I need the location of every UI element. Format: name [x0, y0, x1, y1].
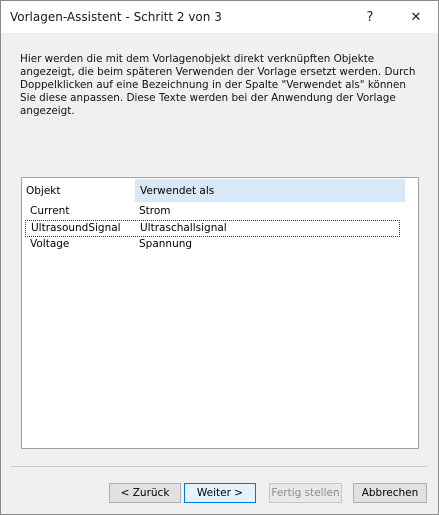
cell-objekt: Voltage	[30, 238, 70, 250]
back-button[interactable]: < Zurück	[109, 483, 181, 503]
cell-objekt: Current	[30, 205, 70, 217]
cell-verwendet-als[interactable]: Ultraschallsignal	[140, 222, 227, 234]
template-objects-list[interactable]	[21, 177, 419, 449]
cancel-button[interactable]: Abbrechen	[353, 483, 427, 503]
cell-objekt: UltrasoundSignal	[31, 222, 121, 234]
close-icon: ✕	[410, 9, 422, 25]
help-button[interactable]	[348, 1, 392, 33]
finish-button[interactable]: Fertig stellen	[269, 483, 342, 503]
list-header	[22, 178, 418, 202]
column-header-verwendet-als[interactable]: Verwendet als	[135, 179, 405, 202]
button-separator	[11, 466, 427, 467]
table-row[interactable]	[25, 204, 400, 219]
table-row[interactable]	[25, 237, 400, 252]
description-text: Hier werden die mit dem Vorlagenobjekt direkt verknüpften Objekte angezeigt, die beim späteren Verwenden der Vorlage ersetzt werden. Durch Doppelklicken auf eine Bezeichnung in der Spalte "Verwendet als" können Sie diese anpassen. Diese Texte werden bei der Anwendung der Vorlage angezeigt.	[20, 53, 416, 117]
title-bar	[1, 1, 438, 33]
window-title: Vorlagen-Assistent - Schritt 2 von 3	[10, 10, 222, 24]
help-icon: ?	[366, 9, 374, 25]
column-header-objekt[interactable]: Objekt	[26, 184, 61, 197]
table-row-focused[interactable]	[25, 220, 400, 237]
cell-verwendet-als[interactable]: Spannung	[139, 238, 193, 250]
close-button[interactable]	[394, 1, 438, 33]
next-button[interactable]: Weiter >	[184, 483, 256, 503]
cell-verwendet-als[interactable]: Strom	[139, 205, 171, 217]
